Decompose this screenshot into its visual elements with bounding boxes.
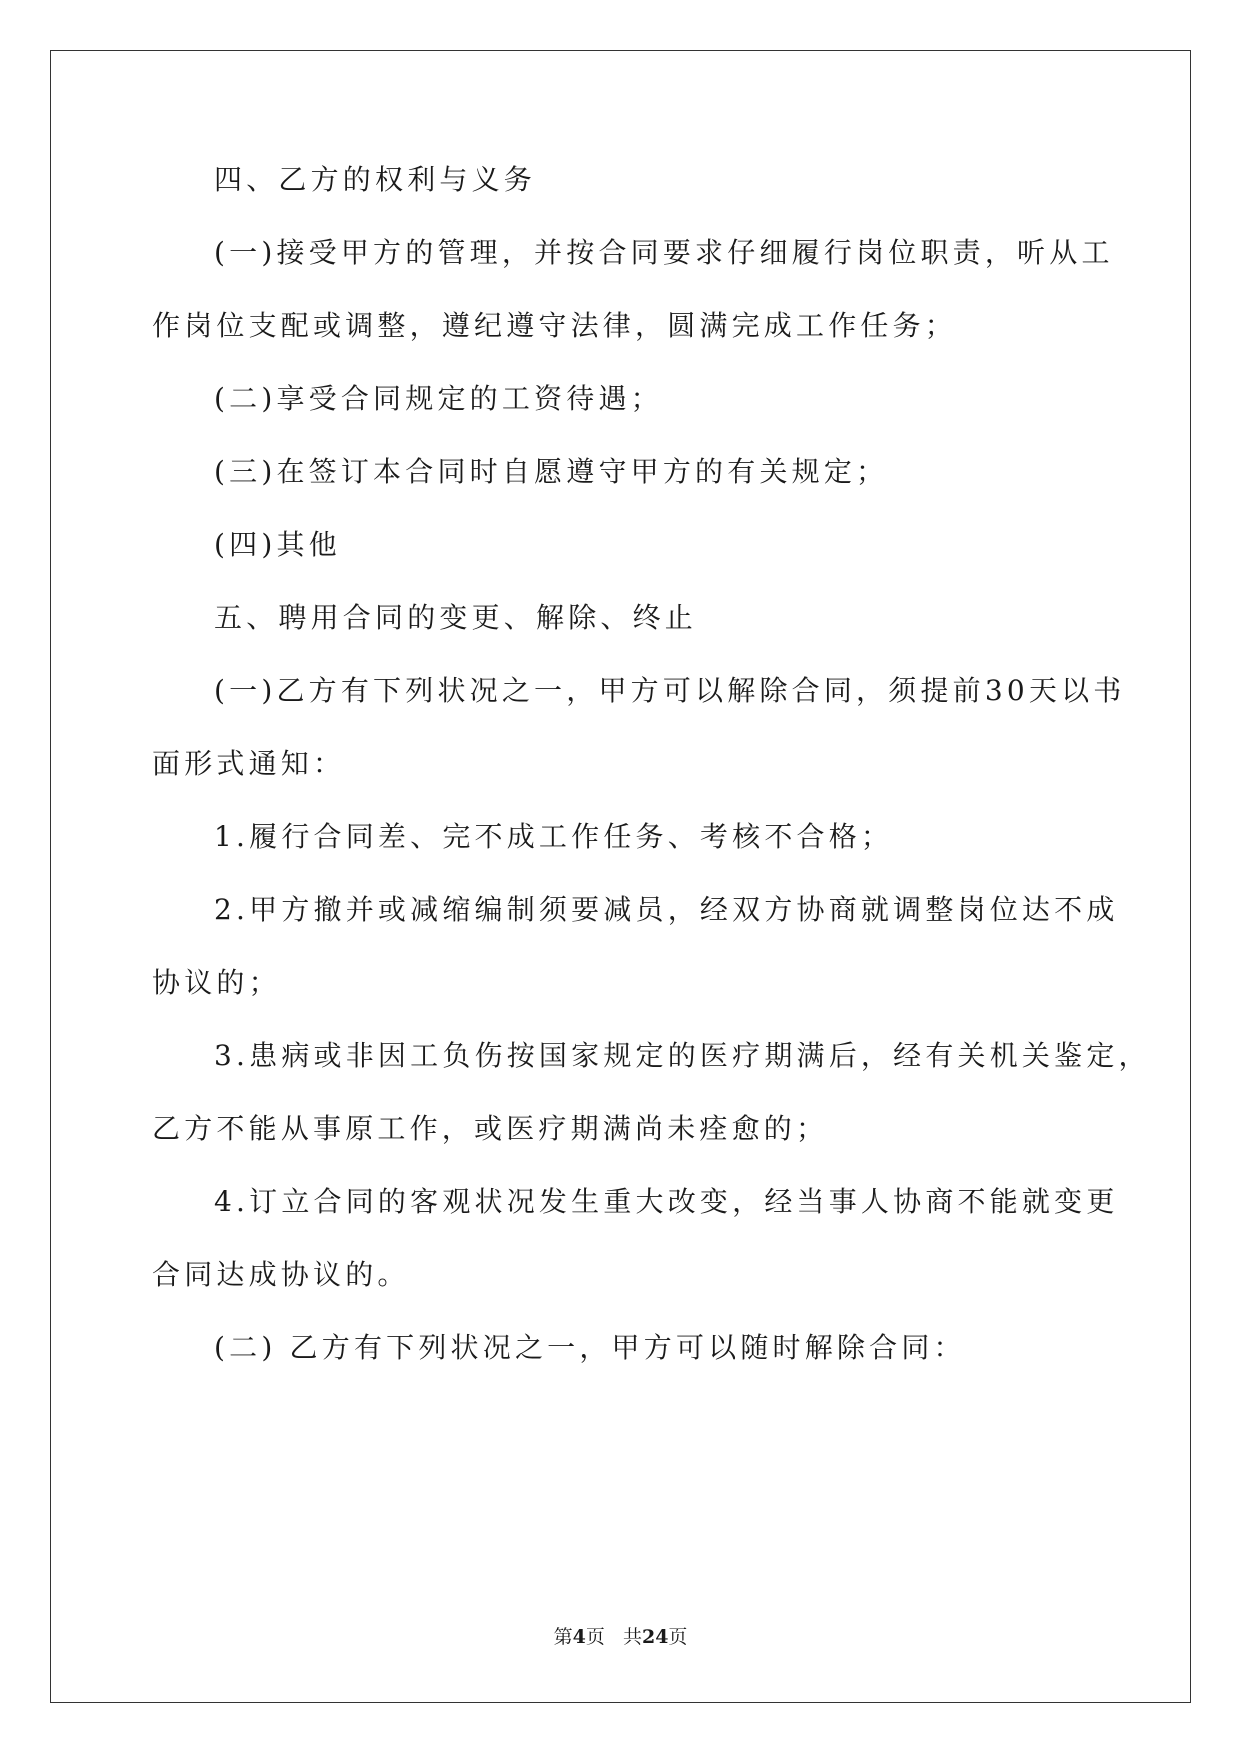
paragraph-line: 乙方不能从事原工作，或医疗期满尚未痊愈的； xyxy=(152,1112,829,1145)
paragraph-line: (二) 乙方有下列状况之一，甲方可以随时解除合同： xyxy=(214,1331,966,1364)
paragraph-line: (三)在签订本合同时自愿遵守甲方的有关规定； xyxy=(214,455,889,488)
section-heading-4: 四、乙方的权利与义务 xyxy=(214,163,537,196)
paragraph-line: 合同达成协议的。 xyxy=(152,1258,410,1291)
paragraph-line: (一)乙方有下列状况之一，甲方可以解除合同，须提前30天以书 xyxy=(214,674,1126,707)
paragraph-line: (一)接受甲方的管理，并按合同要求仔细履行岗位职责，听从工 xyxy=(214,236,1114,269)
list-item: 3.患病或非因工负伤按国家规定的医疗期满后，经有关机关鉴定， xyxy=(214,1039,1151,1072)
footer-page-word: 页 xyxy=(585,1626,605,1648)
list-item: 2.甲方撤并或减缩编制须要减员，经双方协商就调整岗位达不成 xyxy=(214,893,1119,926)
current-page-number: 4 xyxy=(572,1626,586,1648)
list-item: 1.履行合同差、完不成工作任务、考核不合格； xyxy=(214,820,894,853)
list-item: 4.订立合同的客观状况发生重大改变，经当事人协商不能就变更 xyxy=(214,1185,1119,1218)
page-border xyxy=(50,50,1191,1703)
total-page-count: 24 xyxy=(641,1626,669,1648)
footer-total-suffix: 页 xyxy=(668,1626,688,1648)
paragraph-line: 作岗位支配或调整，遵纪遵守法律，圆满完成工作任务； xyxy=(152,309,958,342)
section-heading-5: 五、聘用合同的变更、解除、终止 xyxy=(214,601,698,634)
paragraph-line: (二)享受合同规定的工资待遇； xyxy=(214,382,663,415)
paragraph-line: 协议的； xyxy=(152,966,281,999)
footer-total-prefix: 共 xyxy=(622,1626,642,1648)
paragraph-line: 面形式通知： xyxy=(152,747,346,780)
page-number-footer xyxy=(0,1622,1241,1649)
paragraph-line: (四)其他 xyxy=(214,528,341,561)
footer-prefix: 第 xyxy=(553,1626,573,1648)
